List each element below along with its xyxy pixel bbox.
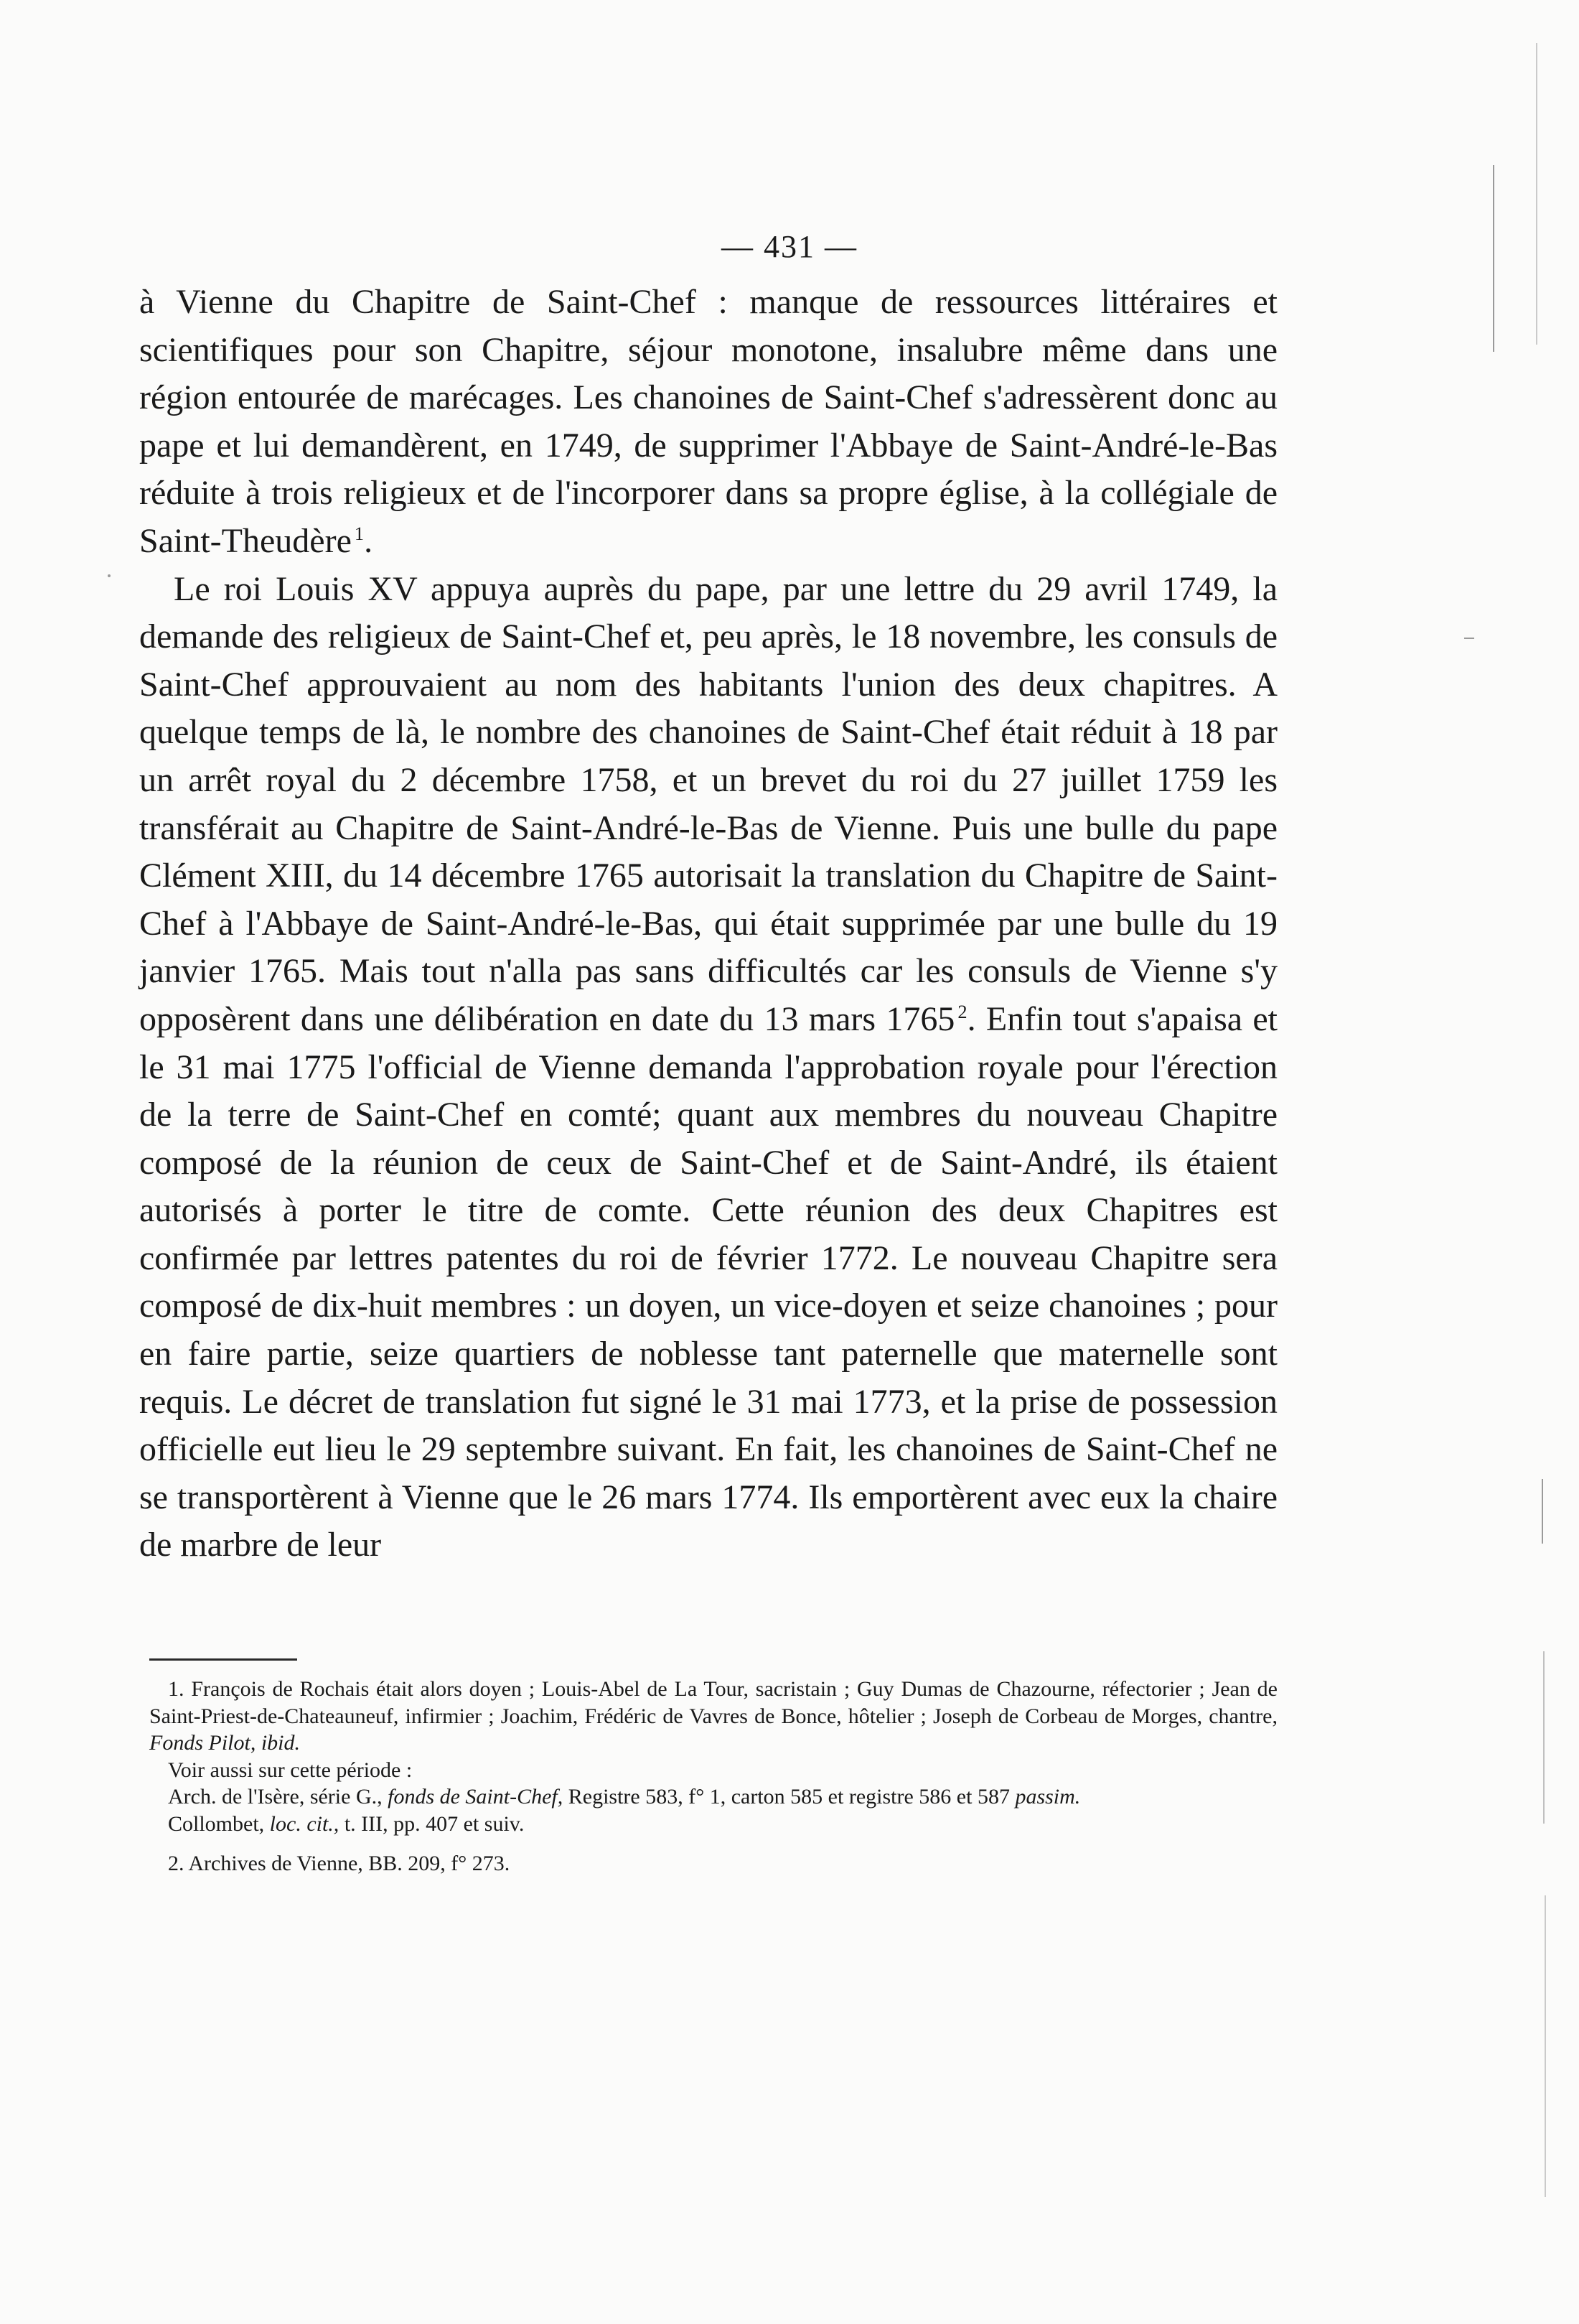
archive-fonds: fonds de Saint-Chef, <box>388 1785 563 1809</box>
collombet-detail: t. III, pp. 407 et suiv. <box>344 1811 525 1836</box>
scan-artifact <box>1493 165 1494 352</box>
footnote-rule <box>149 1658 297 1661</box>
footnotes <box>149 1676 1278 1877</box>
footnote-1-archive <box>149 1783 1278 1811</box>
collombet-prefix: Collombet, <box>168 1811 265 1836</box>
footnote-1-collombet <box>149 1811 1278 1838</box>
footnote-1-source: Fonds Pilot, ibid. <box>149 1731 300 1755</box>
footnote-2-text: Archives de Vienne, BB. 209, f° 273. <box>188 1852 510 1875</box>
footnote-1-number: 1. <box>168 1677 184 1701</box>
footnote-1-see-also: Voir aussi sur cette période : <box>168 1758 413 1782</box>
scan-artifact <box>108 574 111 577</box>
footnote-2-number: 2. <box>168 1852 184 1875</box>
collombet-loc: loc. cit., <box>269 1811 339 1836</box>
paragraph-1-text: à Vienne du Chapitre de Saint-Chef : manque de ressources littéraires et scientifiques pour son Chapitre, séjour monotone, insalubre même dans une région entourée de marécages. Les chanoines de Saint-Chef s'adressèrent donc au pape et lui demandèrent, en 1749, de supprimer l'Abbaye de Saint-André-le-Bas réduite à trois religieux et de l'incorporer dans sa propre église, à la collégiale de Saint-Theudère <box>139 283 1278 560</box>
archive-detail: Registre 583, f° 1, carton 585 et registre 586 et 587 <box>568 1785 1010 1809</box>
paragraph-2-tail: . Enfin tout s'apaisa et le 31 mai 1775 l'official de Vienne demanda l'approbation royale pour l'érection de la terre de Saint-Chef en comté; quant aux membres du nouveau Chapitre composé de la réunion de ceux de Saint-Chef et de Saint-André, ils étaient autorisés à porter le titre de comte. Cette réunion des deux Chapitres est confirmée par lettres patentes du roi de février 1772. Le nouveau Chapitre sera composé de dix-huit membres : un doyen, un vice-doyen et seize chanoines ; pour en faire partie, seize quartiers de noblesse tant paternelle que maternelle sont requis. Le décret de translation fut signé le 31 mai 1773, et la prise de possession officielle eut lieu le 29 septembre suivant. En fait, les chanoines de Saint-Chef ne se transportèrent à Vienne que le 26 mars 1774. Ils emportèrent avec eux la chaire de marbre de leur <box>139 999 1278 1564</box>
archive-prefix: Arch. de l'Isère, série G., <box>168 1785 383 1809</box>
footnote-1-text: François de Rochais était alors doyen ; Louis-Abel de La Tour, sacristain ; Guy Dumas de Chazourne, réfectorier ; Jean de Saint-Priest-de-Chateauneuf, infirmier ; Joachim, Frédéric de Vavres de Bonce, hôtelier ; Joseph de Corbeau de Morges, chantre, <box>149 1677 1278 1728</box>
paragraph-1 <box>139 279 1278 566</box>
footnote-2 <box>149 1850 1278 1877</box>
paragraph-2 <box>139 566 1278 1569</box>
footnote-1 <box>149 1676 1278 1757</box>
scan-artifact <box>1464 638 1474 639</box>
footnote-ref-2: 2 <box>957 1000 967 1022</box>
scan-artifact <box>1545 1895 1546 2197</box>
scan-artifact <box>1536 43 1537 345</box>
scan-artifact <box>1543 1651 1545 1824</box>
footnote-ref-1: 1 <box>354 522 365 544</box>
main-text <box>139 279 1278 1569</box>
scan-artifact <box>1542 1479 1543 1544</box>
page-number: — 431 — <box>721 229 858 264</box>
archive-passim: passim. <box>1015 1785 1081 1809</box>
paragraph-1-tail: . <box>364 521 373 560</box>
paragraph-2-text: Le roi Louis XV appuya auprès du pape, par une lettre du 29 avril 1749, la demande des religieux de Saint-Chef et, peu après, le 18 novembre, les consuls de Saint-Chef approuvaient au nom des habitants l'union des deux chapitres. A quelque temps de là, le nombre des chanoines de Saint-Chef était réduit à 18 par un arrêt royal du 2 décembre 1758, et un brevet du roi du 27 juillet 1759 les transférait au Chapitre de Saint-André-le-Bas de Vienne. Puis une bulle du pape Clément XIII, du 14 décembre 1765 autorisait la translation du Chapitre de Saint-Chef à l'Abbaye de Saint-André-le-Bas, qui était supprimée par une bulle du 19 janvier 1765. Mais tout n'alla pas sans difficultés car les consuls de Vienne s'y opposèrent dans une délibération en date du 13 mars 1765 <box>139 569 1278 1038</box>
